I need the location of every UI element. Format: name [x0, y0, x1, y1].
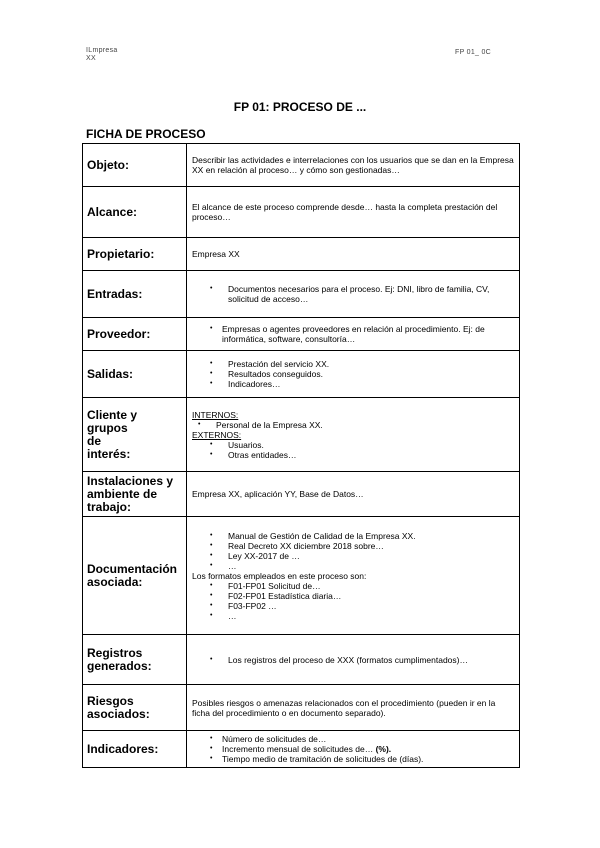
label-objeto: Objeto:: [83, 144, 187, 187]
label-propietario: Propietario:: [83, 238, 187, 271]
value-alcance: El alcance de este proceso comprende desde… hasta la completa prestación del proceso…: [187, 187, 520, 238]
list-item: [192, 744, 515, 754]
list-item: • F02-FP01 Estadística diaria…: [192, 591, 515, 601]
value-cliente: [187, 398, 520, 472]
label-cliente: [83, 398, 187, 472]
label-line: ambiente de: [87, 486, 158, 501]
list-item: • F01-FP01 Solicitud de…: [192, 581, 515, 591]
value-indicadores: [187, 731, 520, 768]
label-line: Cliente y: [87, 407, 138, 422]
label-riesgos: [83, 685, 187, 731]
company-suffix: XX: [86, 55, 96, 62]
list-item: • Indicadores…: [192, 379, 515, 389]
value-documentacion: [187, 517, 520, 635]
value-registros: [187, 635, 520, 685]
list-item: • …: [192, 561, 515, 571]
list-item: • Número de solicitudes de…: [192, 734, 515, 744]
label-line: asociados:: [87, 706, 150, 721]
label-line: Riesgos: [87, 693, 134, 708]
label-salidas: Salidas:: [83, 351, 187, 398]
row-entradas: [83, 271, 520, 318]
row-documentacion: [83, 517, 520, 635]
label-line: Documentación: [87, 561, 178, 576]
list-item: • Empresas o agentes proveedores en relación al procedimiento. Ej: de informática, software, consultoría…: [192, 324, 515, 344]
label-line: de: [87, 433, 102, 448]
list-item: • Los registros del proceso de XXX (formatos cumplimentados)…: [192, 655, 515, 665]
indicator-text: Incremento mensual de solicitudes de…: [222, 744, 376, 754]
label-line: interés:: [87, 446, 131, 461]
value-entradas: [187, 271, 520, 318]
list-item: • Otras entidades…: [192, 450, 515, 460]
label-indicadores: Indicadores:: [83, 731, 187, 768]
formatos-intro: Los formatos empleados en este proceso son:: [192, 570, 367, 581]
list-item: • Documentos necesarios para el proceso. Ej: DNI, libro de familia, CV, solicitud de acceso…: [192, 284, 515, 304]
indicator-unit: (%).: [375, 744, 392, 754]
externos-heading: EXTERNOS:: [192, 429, 242, 440]
list-item: • Resultados conseguidos.: [192, 369, 515, 379]
label-line: grupos: [87, 420, 128, 435]
row-instalaciones: [83, 472, 520, 517]
value-salidas: [187, 351, 520, 398]
list-item: • Manual de Gestión de Calidad de la Empresa XX.: [192, 531, 515, 541]
document-code: FP 01_ 0C: [455, 49, 492, 56]
label-instalaciones: [83, 472, 187, 517]
row-cliente: [83, 398, 520, 472]
row-indicadores: [83, 731, 520, 768]
label-alcance: Alcance:: [83, 187, 187, 238]
list-item: • Personal de la Empresa XX.: [180, 420, 515, 430]
value-propietario: Empresa XX: [187, 238, 520, 271]
label-line: asociada:: [87, 574, 143, 589]
company-name: ILmpresa: [86, 47, 118, 54]
row-salidas: [83, 351, 520, 398]
value-riesgos: Posibles riesgos o amenazas relacionados con el procedimiento (pueden ir en la ficha del procedimiento o en documento separado).: [187, 685, 520, 731]
internos-heading: INTERNOS:: [192, 409, 239, 420]
value-proveedor: [187, 318, 520, 351]
page-title: FP 01: PROCESO DE ...: [233, 100, 367, 114]
list-item: • Ley XX-2017 de …: [192, 551, 515, 561]
label-line: generados:: [87, 658, 152, 673]
row-riesgos: [83, 685, 520, 731]
list-item: • Real Decreto XX diciembre 2018 sobre…: [192, 541, 515, 551]
label-proveedor: Proveedor:: [83, 318, 187, 351]
label-line: trabajo:: [87, 499, 132, 514]
list-item: • Tiempo medio de tramitación de solicitudes de (días).: [192, 754, 515, 764]
list-item: • Usuarios.: [192, 440, 515, 450]
label-registros: [83, 635, 187, 685]
label-line: Instalaciones y: [87, 473, 174, 488]
process-sheet-table: [82, 143, 520, 768]
row-alcance: [83, 187, 520, 238]
label-line: Registros: [87, 645, 143, 660]
label-documentacion: [83, 517, 187, 635]
label-entradas: Entradas:: [83, 271, 187, 318]
list-item: • F03-FP02 …: [192, 601, 515, 611]
row-objeto: [83, 144, 520, 187]
row-proveedor: [83, 318, 520, 351]
section-title: FICHA DE PROCESO: [86, 127, 206, 141]
list-item: • …: [192, 611, 515, 621]
row-registros: [83, 635, 520, 685]
row-propietario: [83, 238, 520, 271]
value-objeto: Describir las actividades e interrelaciones con los usuarios que se dan en la Empresa XX en relación al proceso… y cómo son gestionadas…: [187, 144, 520, 187]
value-instalaciones: Empresa XX, aplicación YY, Base de Datos…: [187, 472, 520, 517]
company-header: [86, 47, 118, 63]
list-item: • Prestación del servicio XX.: [192, 359, 515, 369]
